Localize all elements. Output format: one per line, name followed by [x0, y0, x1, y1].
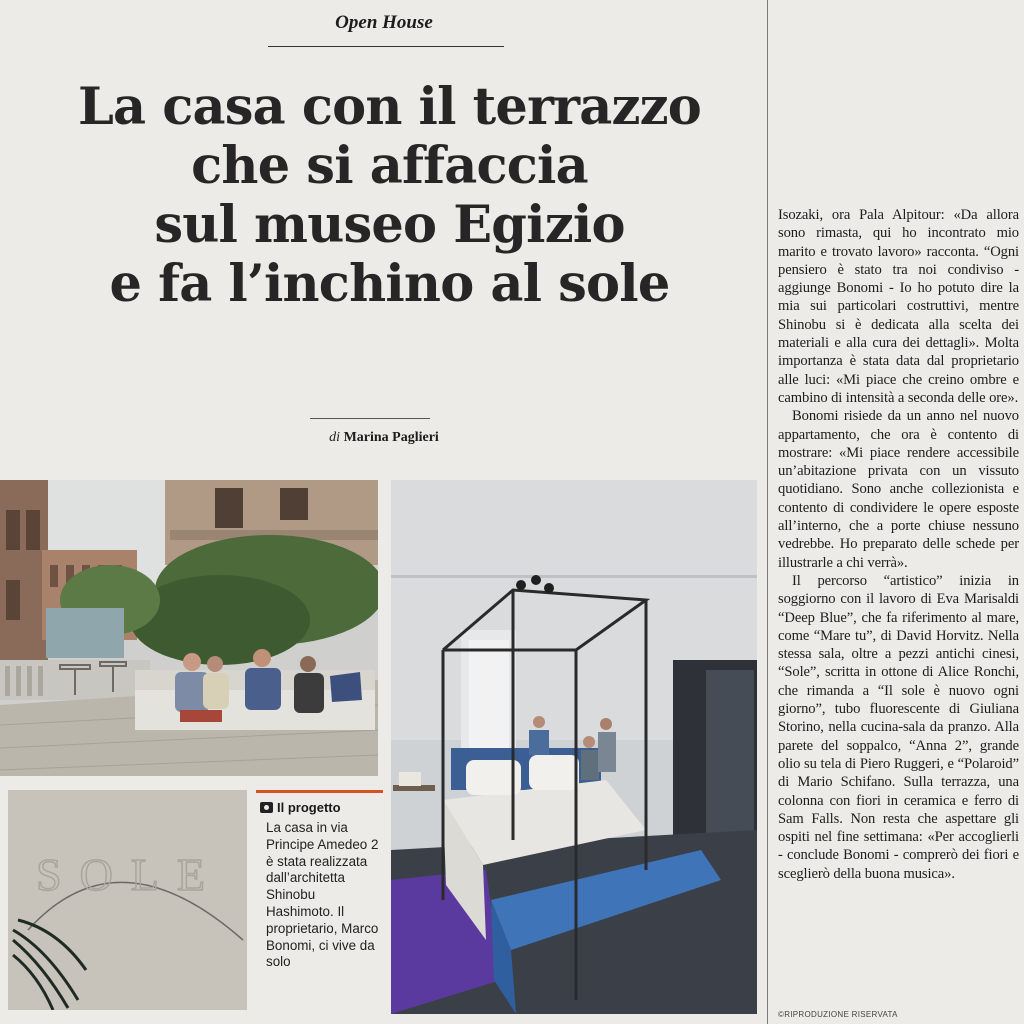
copyright-notice: ©RIPRODUZIONE RISERVATA [778, 1010, 898, 1019]
headline-line: e fa l’inchino al sole [109, 254, 670, 314]
byline-rule [310, 418, 430, 419]
headline-line: che si affaccia [191, 136, 588, 196]
column-rule [767, 0, 768, 1024]
kicker-rule [268, 46, 504, 47]
sole-letters: SOLE [36, 849, 223, 900]
byline [262, 430, 506, 446]
camera-icon [260, 802, 273, 813]
terrace-photo [0, 480, 378, 776]
sidebar-title [260, 800, 341, 815]
sole-artwork-illustration [8, 790, 247, 1010]
headline-line: La casa con il terrazzo [77, 77, 701, 137]
section-kicker: Open House [335, 12, 433, 33]
bedroom-illustration [391, 480, 757, 1014]
sidebar-title-text: Il progetto [277, 800, 341, 815]
byline-author: Marina Paglieri [343, 430, 439, 445]
article-paragraph: Isozaki, ora Pala Alpitour: «Da allora sono rimasta, qui ho incontrato mio marito e trovato lavoro» racconta. “Ogni pensiero è stato tra noi condiviso - aggiunge Bonomi - Io ho potuto dire la mia sui particolari costruttivi, mentre Shinobu si è dedicata alla scelta dei materiali e alla cura dei dettagli». Molta importanza è stata data dal proprietario alle luci: «Mi piace che creino ombre e cambino di intensità a seconda delle ore». [778, 207, 1019, 406]
article-paragraph: Il percorso “artistico” inizia in soggiorno con il lavoro di Eva Marisaldi “Deep Blue”, che fa riferimento al mare, come “Mare tu”, di David Horvitz. Nella stessa sala, oltre a pezzi antichi cinesi, “Sole”, scritta in ottone di Alice Ronchi, che rimanda a “Il sole è nuovo ogni giorno”, tubo fluorescente di Giuliana Storino, nella cucina-sala da pranzo. Alla parete del soppalco, “Anna 2”, grande olio su tela di Piero Ruggeri, e “Polaroid” di Mario Schifano. Sulla terrazza, una colonna con fiori in ceramica e ferro di Sam Falls. Non resta che aspettare gli ospiti nel fine settimana: «Per accoglierli - conclude Bonomi - comprerò dei fiori e sceglierò della buona musica». [778, 572, 1019, 882]
sidebar-accent-bar [256, 790, 383, 793]
headline-line: sul museo Egizio [154, 195, 625, 255]
byline-prefix: di [329, 430, 341, 445]
article-paragraph: Bonomi risiede da un anno nel nuovo appartamento, che ora è contento di mostrare: «Mi piace rendere accessibile un’abitazione privata con un vissuto quotidiano. Sono anche collezionista e contento di condividere le opere esposte all’interno, che a porte chiuse nessuno vedrebbe. Ho preparato delle schede per illustrarle a chi verrà». [778, 408, 1019, 571]
bleed-through-top [262, 0, 762, 70]
bedroom-photo [391, 480, 757, 1014]
bleed-through-left [0, 0, 24, 470]
headline [22, 78, 757, 314]
terrace-illustration [0, 480, 378, 776]
project-sidebar [256, 790, 383, 1012]
sole-artwork-photo [8, 790, 247, 1010]
article-body [778, 206, 1019, 883]
sidebar-body: La casa in via Principe Amedeo 2 è stata realizzata dall’architetta Shinobu Hashimoto. Il proprietario, Marco Bonomi, ci vive da solo [266, 820, 379, 970]
